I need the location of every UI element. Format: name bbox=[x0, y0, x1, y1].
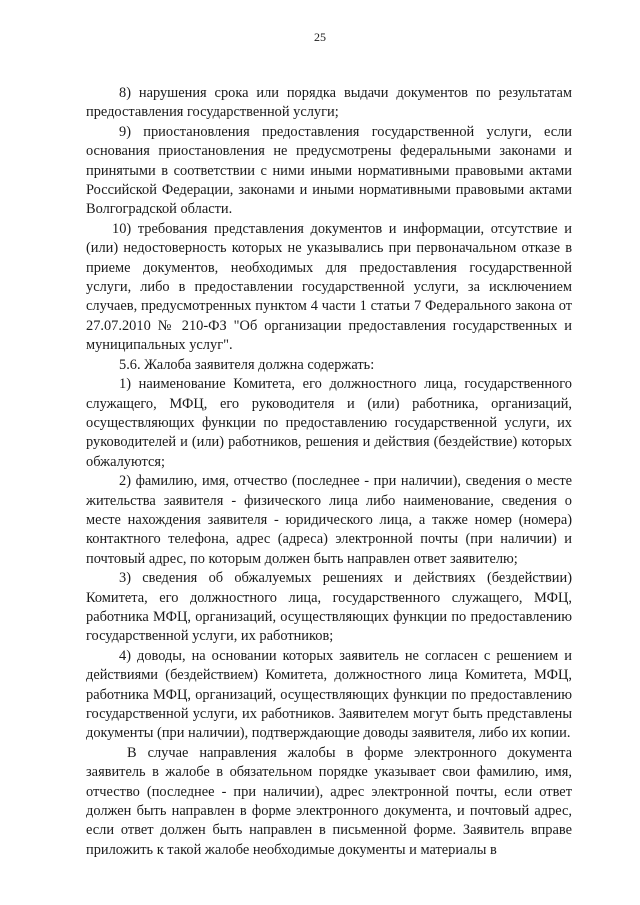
paragraph-complaint-item-4: 4) доводы, на основании которых заявитель не согласен с решением и действиями (бездействием) Комитета, должностного лица Комитета, МФЦ, работника МФЦ, организаций, осуществляющих функции по предоставлению государственной услуги, их работников. Заявителем могут быть представлены документы (при наличии), подтверждающие доводы заявителя, либо их копии. bbox=[86, 647, 572, 742]
paragraph-item-10: 10) требования представления документов и информации, отсутствие и (или) недостоверность которых не указывались при первоначальном отказе в приеме документов, необходимых для предоставления государственной услуги, либо в предоставлении государственной услуги, за исключением случаев, предусмотренных пунктом 4 части 1 статьи 7 Федерального закона от 27.07.2010 № 210-ФЗ "Об организации предоставления государственных и муниципальных услуг". bbox=[86, 220, 572, 354]
page-number: 25 bbox=[314, 30, 326, 44]
paragraph-item-8: 8) нарушения срока или порядка выдачи документов по результатам предоставления государственной услуги; bbox=[86, 85, 572, 121]
paragraph-complaint-item-1: 1) наименование Комитета, его должностного лица, государственного служащего, МФЦ, его руководителя и (или) работника, организаций, осуществляющих функции по предоставлению государственной услуги, их руководителей и (или) работников, решения и действия (бездействие) которых обжалуются; bbox=[86, 376, 572, 470]
paragraph-item-9: 9) приостановления предоставления государственной услуги, если основания приостановления не предусмотрены федеральными законами и принятыми в соответствии с ними иными нормативными правовыми актами Российской Федерации, законами и иными нормативными правовыми актами Волгоградской области. bbox=[86, 123, 572, 218]
paragraph-complaint-item-2: 2) фамилию, имя, отчество (последнее - при наличии), сведения о месте жительства заявителя - физического лица либо наименование, сведения о месте нахождения заявителя - юридического лица, а также номер (номера) контактного телефона, адрес (адреса) электронной почты (при наличии) и почтовый адрес, по которым должен быть направлен ответ заявителю; bbox=[86, 473, 572, 567]
paragraph-5-6-heading: 5.6. Жалоба заявителя должна содержать: bbox=[119, 356, 375, 373]
paragraph-complaint-item-3: 3) сведения об обжалуемых решениях и действиях (бездействии) Комитета, его должностного лица, государственного служащего, МФЦ, работника МФЦ, организаций, осуществляющих функции по предоставлению государственной услуги, их работников; bbox=[86, 570, 572, 645]
document-body bbox=[86, 84, 572, 860]
paragraph-electronic-complaint: В случае направления жалобы в форме электронного документа заявитель в жалобе в обязательном порядке указывает свои фамилию, имя, отчество (последнее - при наличии), адрес электронной почты, если ответ должен быть направлен в форме электронного документа, и почтовый адрес, если ответ должен быть направлен в письменной форме. Заявитель вправе приложить к такой жалобе необходимые документы и материалы в bbox=[86, 744, 572, 858]
